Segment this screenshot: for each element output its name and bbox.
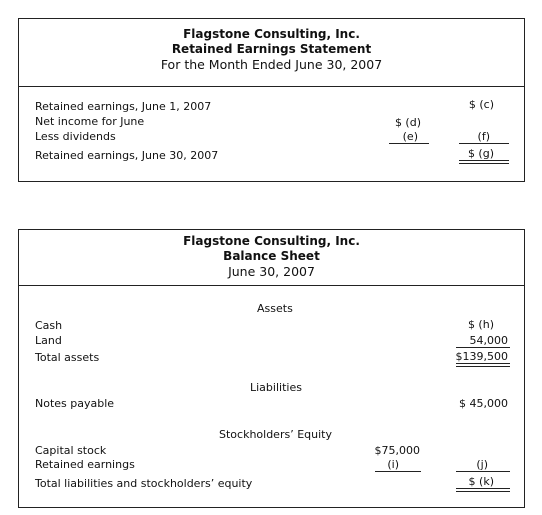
underline [375,471,421,472]
underline [456,471,510,472]
equity-value: $ (k) [468,475,494,488]
equity-label: Retained earnings [35,458,135,471]
asset-value: 54,000 [469,334,508,347]
row-label: Less dividends [35,130,116,143]
row-value: $ (d) [394,116,421,129]
balance-sheet-date: June 30, 2007 [228,264,315,279]
row-value: $ (g) [467,147,494,160]
equity-label: Capital stock [35,444,107,457]
underline [456,347,510,348]
asset-label: Total assets [35,351,100,364]
balance-sheet [18,229,525,508]
equity-value: (i) [387,458,399,471]
liabilities-heading: Liabilities [250,381,302,394]
row-value: $ (c) [468,98,494,111]
assets-heading: Assets [257,302,293,315]
balance-sheet-header [19,230,524,286]
statement-header [19,19,524,87]
double-underline [459,160,509,164]
equity-value: (j) [476,458,488,471]
company-name: Flagstone Consulting, Inc. [183,27,360,41]
statement-period: For the Month Ended June 30, 2007 [160,57,383,72]
underline [459,143,509,144]
equity-label: Total liabilities and stockholders’ equity [35,477,253,490]
asset-label: Land [35,334,62,347]
row-value: (e) [402,130,418,143]
asset-label: Cash [35,319,63,332]
equity-heading: Stockholders’ Equity [219,428,332,441]
asset-value: $139,500 [455,350,508,363]
double-underline [456,363,510,367]
row-label: Net income for June [35,115,145,128]
double-underline [456,488,510,492]
retained-earnings-statement [18,18,525,182]
row-label: Retained earnings, June 1, 2007 [35,100,212,113]
asset-value: $ (h) [467,318,494,331]
liability-label: Notes payable [35,397,115,410]
underline [389,143,429,144]
statement-title: Retained Earnings Statement [171,42,372,56]
row-label: Retained earnings, June 30, 2007 [35,149,219,162]
equity-value: $75,000 [374,444,420,457]
company-name: Flagstone Consulting, Inc. [183,234,360,248]
balance-sheet-title: Balance Sheet [223,249,320,263]
liability-value: $ 45,000 [459,397,508,410]
row-value: (f) [477,130,490,143]
